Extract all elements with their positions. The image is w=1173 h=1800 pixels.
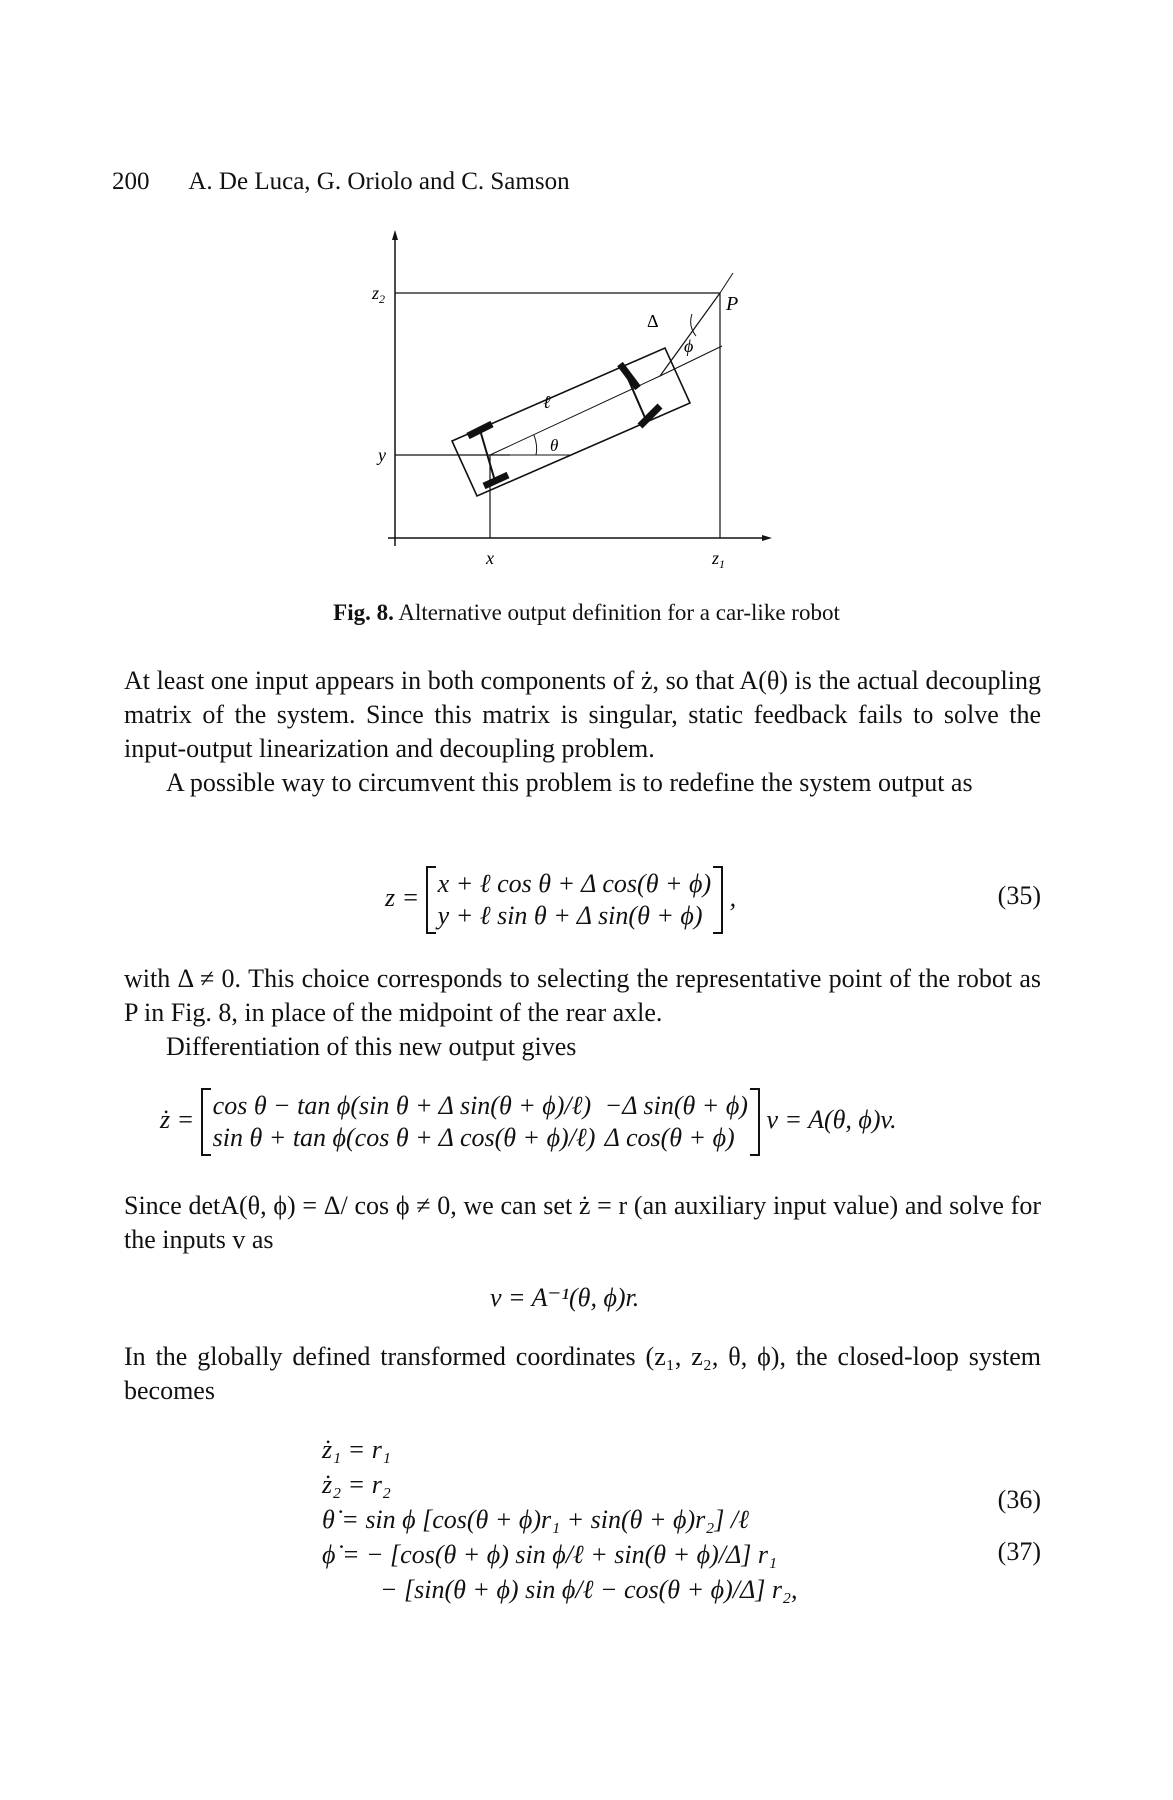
p3-text: with Δ ≠ 0. This choice corresponds to selecting the representative point of the robot as P in Fig. 8, in place of the midpoint of the rear axle.: [124, 964, 1041, 1027]
sys-line-2: ż₂ = r₂: [322, 1470, 391, 1499]
x-label: x: [486, 548, 494, 568]
car-body: [452, 348, 690, 496]
equation-zdot: [160, 1090, 897, 1154]
paragraph-1: [124, 664, 1041, 800]
y-label: y: [378, 445, 386, 465]
caption-label: Fig. 8.: [333, 600, 394, 625]
eq36-number: (36): [997, 1485, 1041, 1514]
sys-line-1: ż₁ = r₁: [322, 1435, 391, 1464]
paragraph-6: [124, 1340, 1041, 1408]
z2-label: $z_2$: [372, 283, 386, 306]
equation-v: v = A⁻¹(θ, ϕ)r.: [490, 1283, 640, 1312]
car-robot-figure: [370, 228, 790, 568]
running-authors: A. De Luca, G. Oriolo and C. Samson: [188, 168, 570, 195]
paragraph-5: [124, 1189, 1041, 1257]
P-label: P: [726, 293, 739, 315]
eq35-tail: ,: [729, 882, 737, 912]
p1-text: At least one input appears in both components of ż, so that A(θ) is the actual decoupling matrix of the system. Since this matrix is singular, static feedback fails to solve the input-output linearization and decoupling problem.: [124, 666, 1041, 763]
p4-text: Differentiation of this new output gives: [166, 1032, 577, 1061]
zdot-rhs: v = A(θ, ϕ)v.: [766, 1104, 897, 1134]
p5-text: Since detA(θ, ϕ) = Δ/ cos ϕ ≠ 0, we can set ż = r (an auxiliary input value) and solve for the inputs v as: [124, 1191, 1041, 1254]
eq35-matrix: [426, 868, 723, 932]
zdot-r1c1: cos θ − tan ϕ(sin θ + Δ sin(θ + ϕ)/ℓ): [212, 1091, 592, 1120]
eq35-row2: y + ℓ sin θ + Δ sin(θ + ϕ): [437, 901, 703, 930]
theta-arc: [534, 435, 537, 455]
zdot-r1c2: −Δ sin(θ + ϕ): [604, 1091, 748, 1120]
paragraph-3: [124, 962, 1041, 1064]
ell-label: ℓ: [543, 392, 551, 412]
closed-loop-system: [322, 1432, 798, 1607]
page-number: 200: [112, 168, 150, 195]
eq37-number: (37): [997, 1537, 1041, 1566]
zdot-matrix: [201, 1090, 760, 1154]
front-wheel-top: [620, 364, 638, 388]
x-axis-arrow: [762, 535, 772, 541]
figure-caption: [0, 600, 1173, 626]
z1-label: $z_1$: [712, 548, 726, 568]
zdot-r2c2: Δ cos(θ + ϕ): [604, 1123, 735, 1152]
zdot-lhs: ż =: [160, 1104, 195, 1134]
front-wheel-bottom: [640, 406, 660, 426]
eq35-row1: x + ℓ cos θ + Δ cos(θ + ϕ): [437, 869, 712, 898]
zdot-r2c1: sin θ + tan ϕ(cos θ + Δ cos(θ + ϕ)/ℓ): [212, 1123, 596, 1152]
y-axis-arrow: [392, 230, 398, 240]
sys-line-5: − [sin(θ + ϕ) sin ϕ/ℓ − cos(θ + ϕ)/Δ] r₂,: [380, 1575, 798, 1604]
sys-line-4: ϕ̇ = − [cos(θ + ϕ) sin ϕ/ℓ + sin(θ + ϕ)/Δ] r₁: [322, 1540, 777, 1569]
page-header: [112, 168, 570, 196]
equation-35: [385, 868, 736, 932]
p2-text: A possible way to circumvent this problem is to redefine the system output as: [166, 768, 973, 797]
delta-label: Δ: [647, 311, 659, 331]
theta-label: θ: [550, 436, 559, 455]
phi-label: ϕ: [684, 336, 694, 356]
eq35-number: (35): [997, 881, 1041, 910]
eq35-lhs: z =: [385, 882, 420, 912]
p6-text: In the globally defined transformed coordinates (z₁, z₂, θ, ϕ), the closed-loop system becomes: [124, 1342, 1041, 1405]
delta-line-extension: [720, 273, 733, 293]
caption-text: Alternative output definition for a car-like robot: [398, 600, 840, 625]
sys-line-3: θ̇ = sin ϕ [cos(θ + ϕ)r₁ + sin(θ + ϕ)r₂] /ℓ: [322, 1505, 749, 1534]
delta-line: [660, 293, 720, 376]
